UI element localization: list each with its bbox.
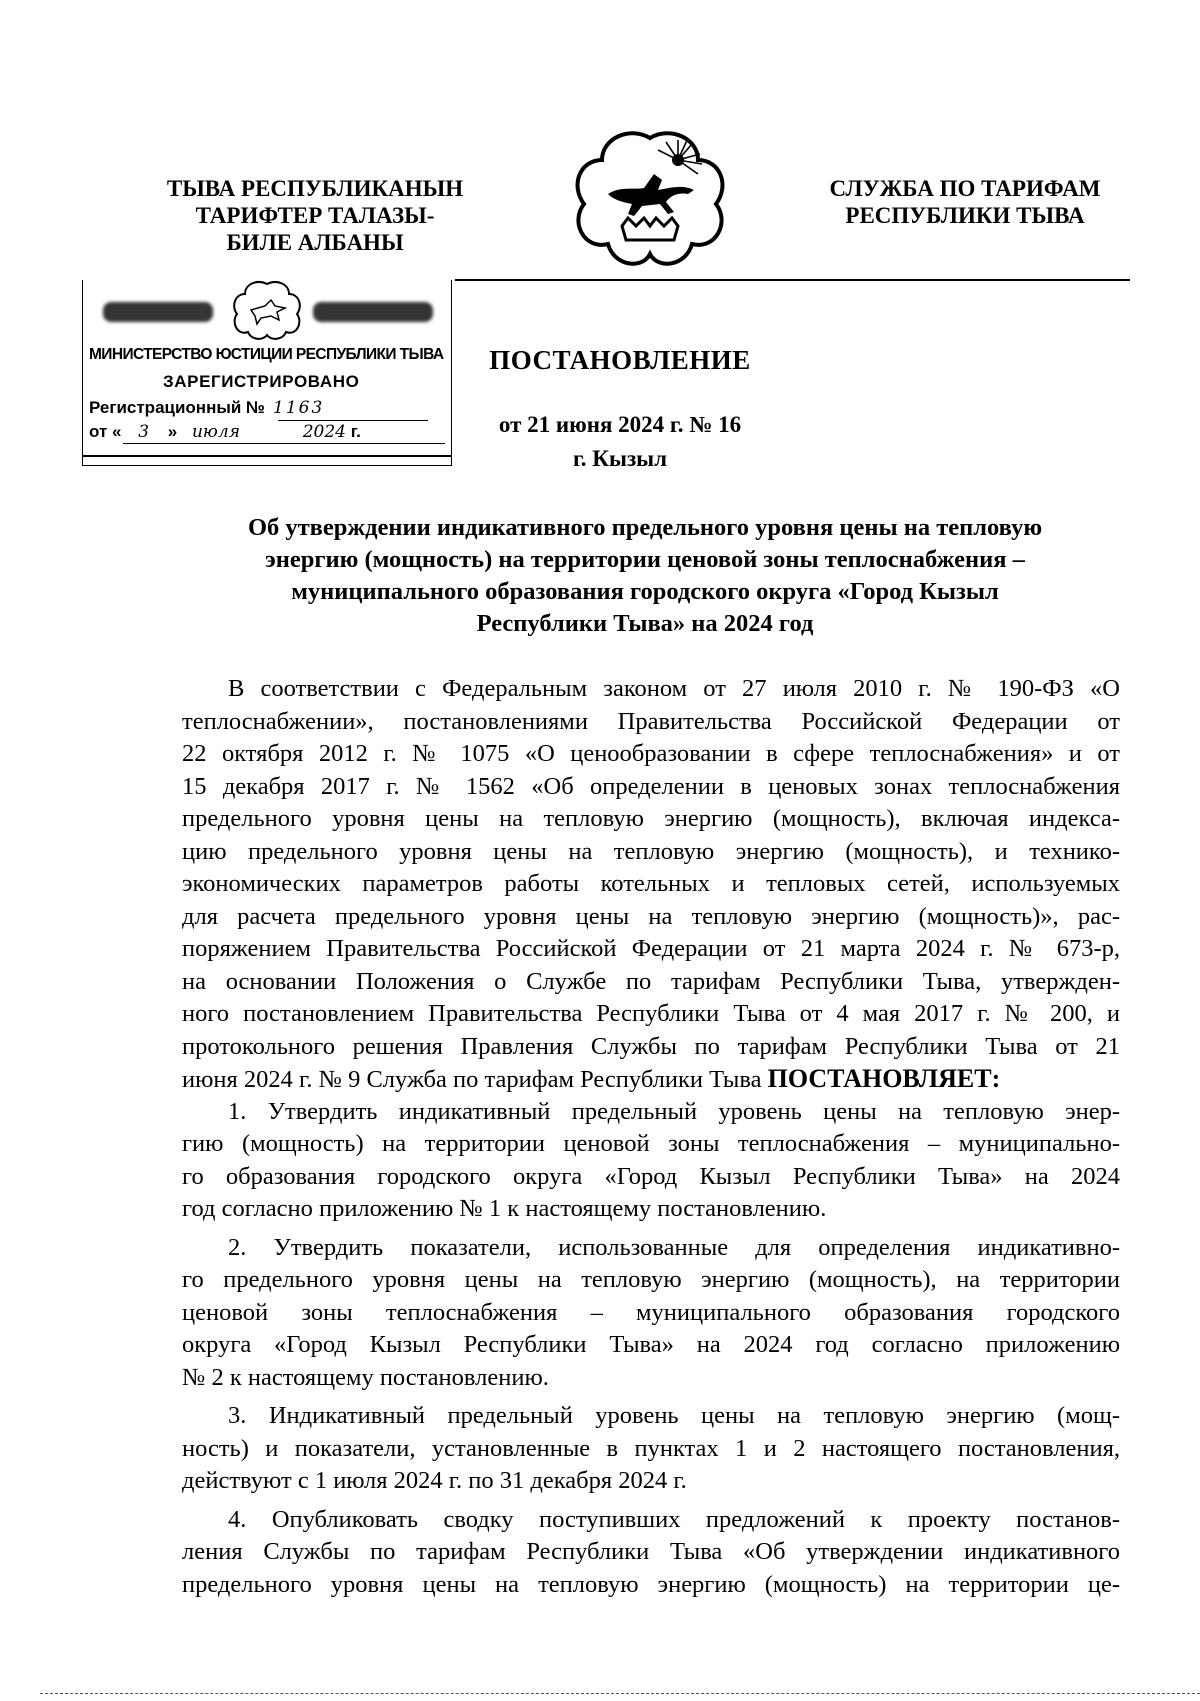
- document-title: [170, 512, 1120, 640]
- body-line: го предельного уровня цены на тепловую энергию (мощность), на территории: [182, 1266, 1120, 1293]
- coat-of-arms-tuva-icon: [570, 130, 730, 270]
- body-line-text: июня 2024 г. № 9 Служба по тарифам Республики Тыва: [182, 1066, 762, 1093]
- stamp-underline: [123, 443, 445, 444]
- stamp-registered: ЗАРЕГИСТРИРОВАНО: [163, 372, 360, 391]
- stamp-date-mid: »: [167, 422, 178, 441]
- header-left-line: ТАРИФТЕР ТАЛАЗЫ-: [195, 203, 435, 228]
- registration-stamp: [82, 280, 452, 466]
- body-line: 15 декабря 2017 г. № 1562 «Об определении в ценовых зонах теплоснабжения: [182, 772, 1120, 800]
- stamp-blot: [103, 302, 213, 322]
- header-right-line: СЛУЖБА ПО ТАРИФАМ: [829, 176, 1101, 201]
- stamp-date-day: 3: [138, 422, 150, 442]
- body-line: округа «Город Кызыл Республики Тыва» на 2024 год согласно приложению: [182, 1331, 1120, 1358]
- header-rule: [455, 279, 1130, 281]
- document-city: г. Кызыл: [572, 446, 668, 471]
- document-body: [182, 673, 1120, 1601]
- coat-of-arms-small-icon: [231, 280, 303, 340]
- body-line: протокольного решения Правления Службы по тарифам Республики Тыва от 21: [182, 1032, 1120, 1060]
- title-line: муниципального образования городского округа «Город Кызыл: [291, 578, 999, 605]
- document-date-number: от 21 июня 2024 г. № 16: [498, 412, 742, 437]
- body-line: № 2 к настоящему постановлению.: [182, 1363, 549, 1391]
- body-line: теплоснабжении», постановлениями Правительства Российской Федерации от: [182, 707, 1120, 735]
- body-line: предельного уровня цены на тепловую энергию (мощность) на территории це-: [182, 1570, 1120, 1598]
- body-line: ления Службы по тарифам Республики Тыва «Об утверждении индикативного: [182, 1538, 1120, 1565]
- title-line: Об утверждении индикативного предельного уровня цены на тепловую: [247, 514, 1043, 541]
- stamp-ministry: МИНИСТЕРСТВО ЮСТИЦИИ РЕСПУБЛИКИ ТЫВА: [89, 346, 444, 363]
- body-line-resolves: [182, 1063, 1120, 1096]
- stamp-date-year: 2024: [302, 422, 346, 442]
- body-line: поряжением Правительства Российской Федерации от 21 марта 2024 г. № 673-р,: [182, 935, 1120, 962]
- body-line: для расчета предельного уровня цены на тепловую энергию (мощность)», рас-: [182, 902, 1120, 930]
- document-type: ПОСТАНОВЛЕНИЕ: [489, 345, 751, 375]
- header-left-line: ТЫВА РЕСПУБЛИКАНЫН: [166, 176, 464, 201]
- stamp-date-suffix: г.: [350, 422, 361, 441]
- body-line: 3. Индикативный предельный уровень цены на тепловую энергию (мощ-: [228, 1402, 1120, 1429]
- body-line: В соответствии с Федеральным законом от 27 июля 2010 г. № 190-ФЗ «О: [228, 675, 1120, 702]
- header-left-line: БИЛЕ АЛБАНЫ: [226, 230, 404, 255]
- body-line: ценовой зоны теплоснабжения – муниципального образования городского: [182, 1298, 1120, 1326]
- stamp-reg-label: Регистрационный №: [89, 398, 265, 417]
- stamp-date-prefix: от «: [89, 422, 122, 441]
- body-line: 4. Опубликовать сводку поступивших предложений к проекту постанов-: [228, 1505, 1120, 1533]
- page-bottom-edge: [40, 1693, 1200, 1694]
- body-line: гию (мощность) на территории ценовой зоны теплоснабжения – муниципально-: [182, 1130, 1120, 1157]
- stamp-bottom-rule: [83, 455, 451, 457]
- body-line: действуют с 1 июля 2024 г. по 31 декабря 2024 г.: [182, 1467, 687, 1494]
- stamp-date: [89, 422, 361, 442]
- body-line: год согласно приложению № 1 к настоящему постановлению.: [182, 1195, 827, 1222]
- stamp-underline: [278, 420, 428, 421]
- header-left-org-tuvan: [140, 175, 490, 256]
- body-line: экономических параметров работы котельных и тепловых сетей, используемых: [182, 870, 1120, 897]
- body-line: 2. Утвердить показатели, использованные для определения индикативно-: [228, 1233, 1120, 1261]
- resolves-word: ПОСТАНОВЛЯЕТ: [767, 1064, 992, 1093]
- stamp-blot: [313, 302, 433, 322]
- body-line: ного постановлением Правительства Республики Тыва от 4 мая 2017 г. № 200, и: [182, 1000, 1120, 1027]
- header-right-line: РЕСПУБЛИКИ ТЫВА: [845, 203, 1085, 228]
- body-line: цию предельного уровня цены на тепловую энергию (мощность), и технико-: [182, 837, 1120, 865]
- body-line: 1. Утвердить индикативный предельный уровень цены на тепловую энер-: [228, 1097, 1120, 1125]
- stamp-reg-number-value: 1163: [273, 398, 325, 418]
- body-line: предельного уровня цены на тепловую энергию (мощность), включая индекса-: [182, 805, 1120, 832]
- header-right-org-russian: [800, 175, 1130, 229]
- resolves-colon: :: [991, 1064, 1001, 1093]
- body-line: ность) и показатели, установленные в пунктах 1 и 2 настоящего постановления,: [182, 1434, 1120, 1462]
- title-line: Республики Тыва» на 2024 год: [476, 610, 814, 637]
- stamp-date-month: июля: [191, 422, 240, 442]
- title-line: энергию (мощность) на территории ценовой зоны теплоснабжения –: [265, 546, 1025, 573]
- body-line: го образования городского округа «Город Кызыл Республики Тыва» на 2024: [182, 1162, 1120, 1190]
- body-line: на основании Положения о Службе по тарифам Республики Тыва, утвержден-: [182, 967, 1120, 995]
- body-line: 22 октября 2012 г. № 1075 «О ценообразовании в сфере теплоснабжения» и от: [182, 740, 1120, 767]
- stamp-reg-number: [89, 398, 324, 418]
